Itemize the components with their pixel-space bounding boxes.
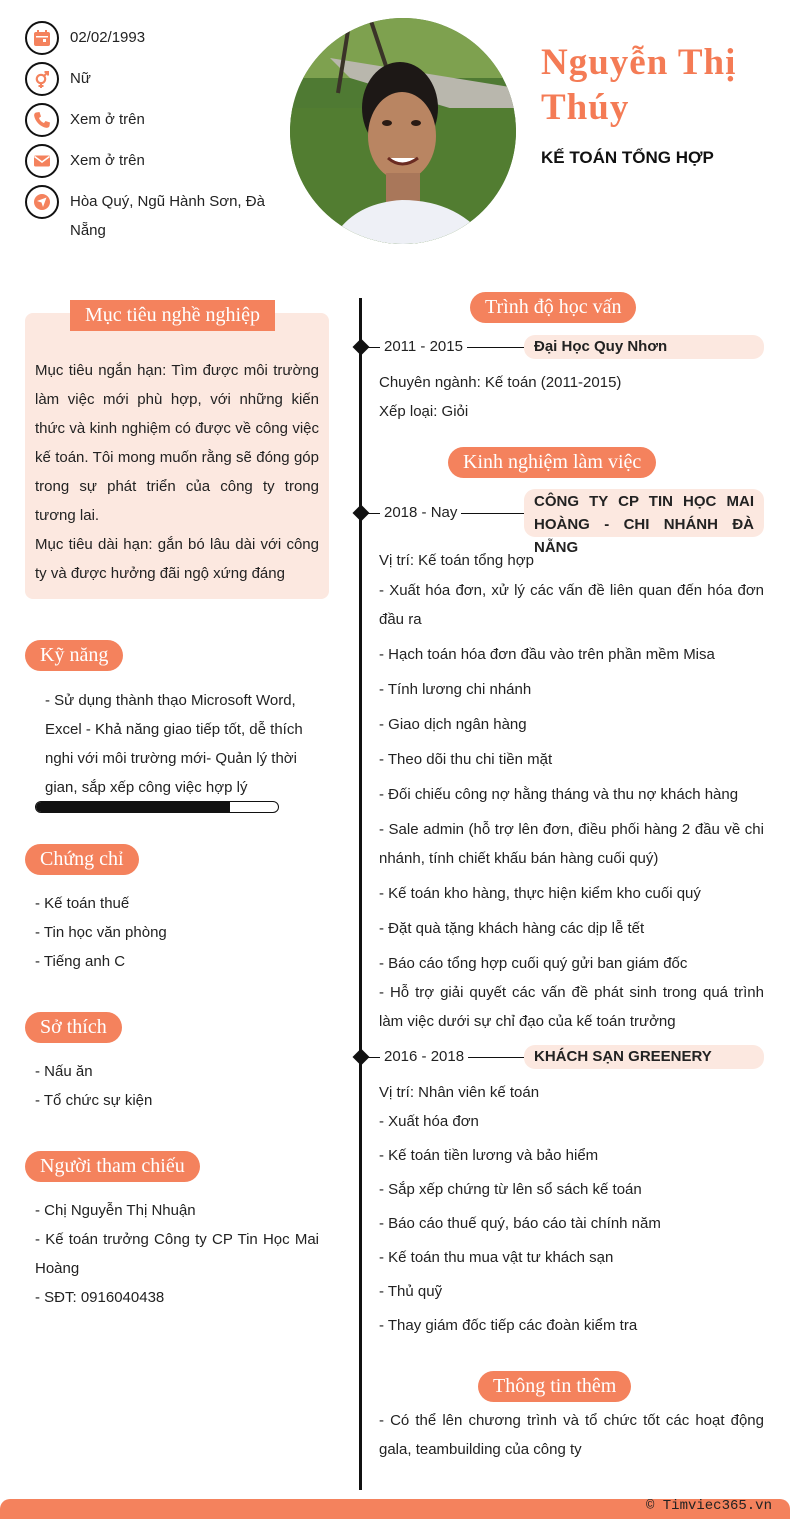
company-name: KHÁCH SẠN GREENERY: [524, 1045, 764, 1069]
list-item: - Chị Nguyễn Thị Nhuận: [35, 1202, 196, 1219]
education-heading: Trình độ học vấn: [470, 292, 636, 323]
list-item: - Nấu ăn: [35, 1063, 93, 1080]
list-item: - Kế toán trưởng Công ty CP Tin Học Mai Hoàng: [35, 1231, 319, 1277]
education-major: Chuyên ngành: Kế toán (2011-2015): [379, 374, 622, 391]
list-item: - Giao dịch ngân hàng: [379, 716, 527, 733]
list-item: - Kế toán thu mua vật tư khách sạn: [379, 1249, 614, 1266]
list-item: - Thay giám đốc tiếp các đoàn kiểm tra: [379, 1317, 638, 1334]
list-item: - SĐT: 0916040438: [35, 1289, 165, 1306]
job-position: Vị trí: Nhân viên kế toán: [379, 1084, 540, 1101]
skill-level-fill: [36, 802, 230, 812]
job-duties: [379, 1107, 764, 1340]
education-details: [379, 368, 764, 426]
list-item: - Tiếng anh C: [35, 953, 126, 970]
job-date: 2018 - Nay: [380, 502, 461, 524]
references-heading: Người tham chiếu: [25, 1151, 200, 1182]
experience-heading: Kinh nghiệm làm việc: [448, 447, 656, 478]
gender-icon: [25, 62, 59, 96]
list-item: - Báo cáo thuế quý, báo cáo tài chính năm: [379, 1215, 661, 1232]
job-position: Vị trí: Kế toán tổng hợp: [379, 552, 534, 569]
contact-gender: [25, 62, 275, 96]
footer: [0, 1498, 800, 1520]
company-name: CÔNG TY CP TIN HỌC MAI HOÀNG - CHI NHÁNH ĐÀ NẴNG: [524, 489, 764, 537]
hobbies-heading: Sở thích: [25, 1012, 122, 1043]
extra-info-heading: Thông tin thêm: [478, 1371, 631, 1402]
timeline-line: [359, 298, 362, 1490]
education-rank: Xếp loại: Giỏi: [379, 403, 469, 420]
list-item: - Kế toán kho hàng, thực hiện kiểm kho cuối quý: [379, 885, 701, 902]
skills-text: - Sử dụng thành thạo Microsoft Word, Excel - Khả năng giao tiếp tốt, dễ thích nghi với môi trường mới- Quản lý thời gian, sắp xếp công việc hợp lý: [45, 692, 303, 796]
mail-icon: [25, 144, 59, 178]
list-item: - Kế toán tiền lương và bảo hiểm: [379, 1147, 599, 1164]
objective-short-term: Mục tiêu ngắn hạn: Tìm được môi trường làm việc mới phù hợp, với những kiến thức và kinh nghiệm có được về công việc kế toán. Tôi mong muốn rằng sẽ đóng góp trong sự phát triển của công ty trong tương lai.: [35, 362, 319, 524]
list-item: - Báo cáo tổng hợp cuối quý gửi ban giám đốc: [379, 955, 688, 972]
list-item: - Tin học văn phòng: [35, 924, 167, 941]
references-list: [35, 1196, 319, 1312]
objective-long-term: Mục tiêu dài hạn: gắn bó lâu dài với công ty và được hưởng đãi ngộ xứng đáng: [35, 536, 319, 582]
list-item: - Theo dõi thu chi tiền mặt: [379, 751, 553, 768]
list-item: - Xuất hóa đơn: [379, 1113, 479, 1130]
list-item: - Kế toán thuế: [35, 895, 130, 912]
list-item: - Thủ quỹ: [379, 1283, 443, 1300]
hobbies-list: [35, 1057, 315, 1115]
skills-heading: Kỹ năng: [25, 640, 123, 671]
contact-address: [25, 185, 275, 245]
list-item: - Tổ chức sự kiện: [35, 1092, 153, 1109]
list-item: - Xuất hóa đơn, xử lý các vấn đề liên quan đến hóa đơn đầu ra: [379, 582, 764, 628]
phone-icon: [25, 103, 59, 137]
job-title: KẾ TOÁN TỔNG HỢP: [541, 148, 714, 167]
certificates-heading: Chứng chỉ: [25, 844, 139, 875]
location-icon: [25, 185, 59, 219]
contact-text: Nữ: [70, 70, 91, 87]
school-name: Đại Học Quy Nhơn: [524, 335, 764, 359]
contact-text: Hòa Quý, Ngũ Hành Sơn, Đà Nẵng: [70, 193, 265, 239]
contact-birthday: [25, 21, 275, 55]
calendar-icon: [25, 21, 59, 55]
objective-text: [35, 356, 319, 588]
skill-level-bar: [35, 801, 279, 813]
extra-info-text: - Có thể lên chương trình và tổ chức tốt các hoạt động gala, teambuilding của công ty: [379, 1412, 764, 1458]
candidate-name: Nguyễn Thị Thúy: [541, 42, 737, 128]
job-duties: [379, 576, 764, 1036]
list-item: - Hạch toán hóa đơn đầu vào trên phần mềm Misa: [379, 646, 715, 663]
list-item: - Hỗ trợ giải quyết các vấn đề phát sinh trong quá trình làm việc dưới sự chỉ đạo của kế toán trưởng: [379, 984, 764, 1030]
list-item: - Đối chiếu công nợ hằng tháng và thu nợ khách hàng: [379, 786, 739, 803]
list-item: - Sắp xếp chứng từ lên sổ sách kế toán: [379, 1181, 642, 1198]
list-item: - Đặt quà tặng khách hàng các dịp lễ tết: [379, 920, 645, 937]
list-item: - Tính lương chi nhánh: [379, 681, 532, 698]
contact-phone: [25, 103, 275, 137]
certificates-list: [35, 889, 315, 976]
education-date: 2011 - 2015: [380, 336, 467, 358]
contact-text: Xem ở trên: [70, 111, 145, 128]
objective-heading: Mục tiêu nghề nghiệp: [70, 300, 275, 331]
footer-credit: © Timviec365.vn: [645, 1498, 772, 1514]
contact-email: [25, 144, 275, 178]
job-date: 2016 - 2018: [380, 1046, 468, 1068]
list-item: - Sale admin (hỗ trợ lên đơn, điều phối hàng 2 đầu về chi nhánh, tính chiết khấu bán hàng cuối quý): [379, 821, 764, 867]
contact-text: Xem ở trên: [70, 152, 145, 169]
avatar: [290, 18, 516, 244]
contact-text: 02/02/1993: [70, 29, 146, 46]
